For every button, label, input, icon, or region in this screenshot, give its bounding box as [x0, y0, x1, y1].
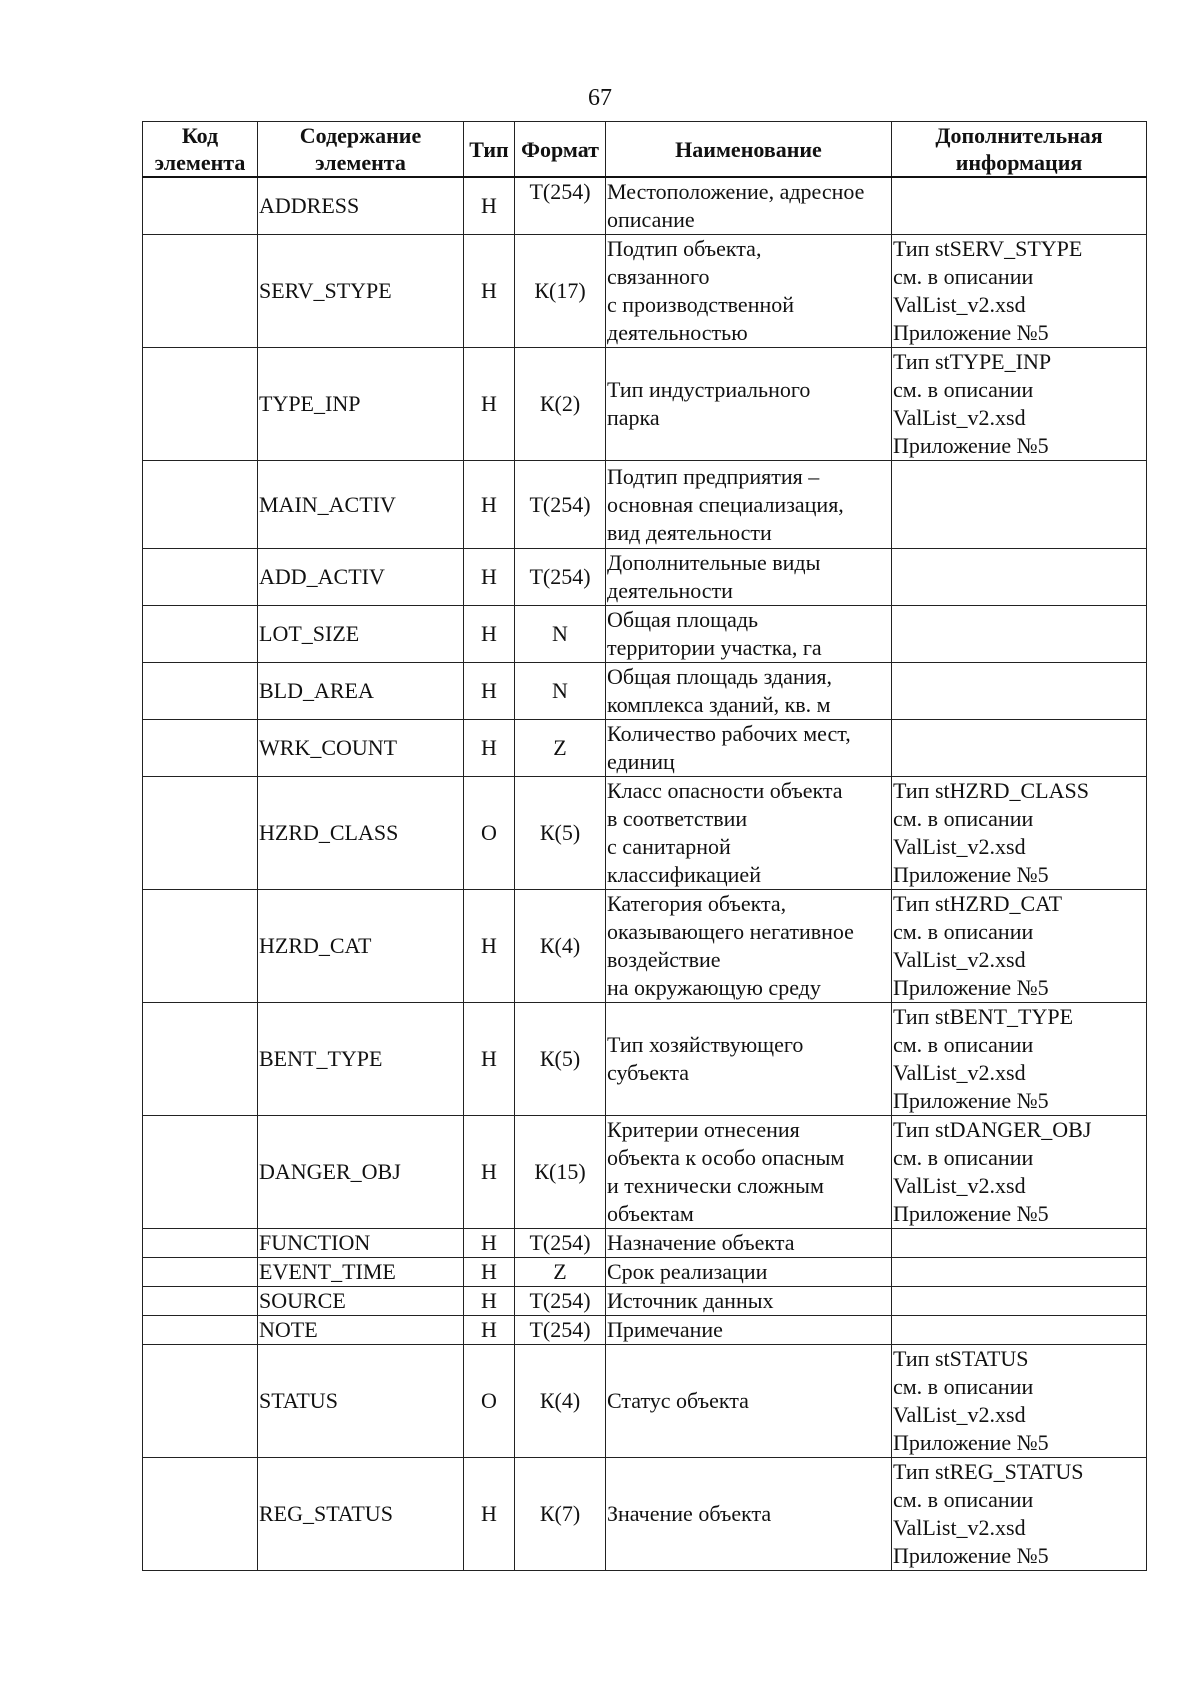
element-name-cell [606, 348, 892, 461]
element-content-cell: WRK_COUNT [258, 720, 464, 777]
element-format-cell: N [515, 663, 606, 720]
element-extra-cell-line: см. в описании [893, 1145, 1034, 1170]
element-code-cell [143, 1345, 258, 1458]
element-name-cell [606, 1258, 892, 1287]
table-row [143, 1003, 1147, 1116]
element-format-cell: Т(254) [515, 549, 606, 606]
element-name-cell-line: деятельностью [607, 320, 748, 345]
element-name-cell-line: Местоположение, адресное [607, 179, 865, 204]
element-name-cell [606, 606, 892, 663]
element-code-cell [143, 1287, 258, 1316]
element-type-cell: Н [464, 177, 515, 235]
element-name-cell [606, 177, 892, 235]
element-extra-cell [892, 461, 1147, 549]
element-content-cell: BENT_TYPE [258, 1003, 464, 1116]
element-extra-cell [892, 1003, 1147, 1116]
element-name-cell-line: парка [607, 405, 660, 430]
table-row [143, 777, 1147, 890]
element-name-cell-line: Критерии отнесения [607, 1117, 800, 1142]
element-name-cell [606, 777, 892, 890]
element-code-cell [143, 1316, 258, 1345]
element-name-cell-line: связанного [607, 264, 710, 289]
element-extra-cell [892, 1258, 1147, 1287]
element-content-cell: DANGER_OBJ [258, 1116, 464, 1229]
table-row [143, 663, 1147, 720]
element-name-cell-line: комплекса зданий, кв. м [607, 692, 831, 717]
element-extra-cell [892, 1287, 1147, 1316]
element-extra-cell-line: ValList_v2.xsd [893, 1173, 1026, 1198]
element-name-cell-line: территории участка, га [607, 635, 822, 660]
element-name-cell-line: Общая площадь здания, [607, 664, 833, 689]
element-format-cell: Т(254) [515, 1229, 606, 1258]
element-name-cell-line: классификацией [607, 862, 761, 887]
table-header-row [143, 122, 1147, 178]
table-row [143, 720, 1147, 777]
element-name-cell-line: Подтип предприятия – [607, 463, 820, 489]
element-type-cell: Н [464, 1116, 515, 1229]
element-extra-cell [892, 1116, 1147, 1229]
element-code-cell [143, 461, 258, 549]
element-spec-table [142, 121, 1147, 1571]
table-row [143, 1258, 1147, 1287]
element-extra-cell [892, 177, 1147, 235]
table-row [143, 235, 1147, 348]
element-name-cell [606, 235, 892, 348]
element-name-cell-line: воздействие [607, 947, 721, 972]
table-row [143, 1345, 1147, 1458]
element-name-cell [606, 549, 892, 606]
table-row [143, 1229, 1147, 1258]
element-name-cell-line: Класс опасности объекта [607, 778, 843, 803]
element-extra-cell-line: см. в описании [893, 264, 1034, 289]
element-format-cell: Т(254) [515, 177, 606, 235]
element-extra-cell-line: Тип stSERV_STYPE [893, 236, 1083, 261]
element-extra-cell [892, 777, 1147, 890]
element-extra-cell-line: ValList_v2.xsd [893, 947, 1026, 972]
element-name-cell-line: Срок реализации [607, 1259, 768, 1284]
element-name-cell-line: Тип хозяйствующего [607, 1032, 804, 1057]
element-extra-cell [892, 348, 1147, 461]
element-extra-cell-line: см. в описании [893, 806, 1034, 831]
element-name-cell-line: Подтип объекта, [607, 236, 762, 261]
element-format-cell: К(15) [515, 1116, 606, 1229]
element-extra-cell-line: Приложение №5 [893, 862, 1049, 887]
page-number: 67 [588, 85, 612, 111]
element-format-cell: Т(254) [515, 461, 606, 549]
element-extra-cell-line: Тип stDANGER_OBJ [893, 1117, 1092, 1142]
element-content-cell: EVENT_TIME [258, 1258, 464, 1287]
element-extra-cell-line: ValList_v2.xsd [893, 1402, 1026, 1427]
element-code-cell [143, 606, 258, 663]
table-row [143, 549, 1147, 606]
element-extra-cell-line: ValList_v2.xsd [893, 405, 1026, 430]
element-extra-cell [892, 549, 1147, 606]
table-row [143, 348, 1147, 461]
element-extra-cell-line: Тип stBENT_TYPE [893, 1004, 1074, 1029]
element-content-cell: SERV_STYPE [258, 235, 464, 348]
element-content-cell: ADDRESS [258, 177, 464, 235]
element-content-cell: REG_STATUS [258, 1458, 464, 1571]
table-row [143, 1458, 1147, 1571]
element-name-cell [606, 461, 892, 549]
element-type-cell: Н [464, 720, 515, 777]
element-name-cell-line: Дополнительные виды [607, 550, 821, 575]
element-format-cell: К(4) [515, 890, 606, 1003]
element-code-cell [143, 1229, 258, 1258]
element-name-cell-line: Статус объекта [607, 1388, 749, 1413]
element-extra-cell-line: Приложение №5 [893, 1201, 1049, 1226]
element-format-cell: К(7) [515, 1458, 606, 1571]
element-extra-cell-line: Тип stHZRD_CLASS [893, 778, 1089, 803]
element-extra-cell [892, 606, 1147, 663]
element-format-cell: Z [515, 1258, 606, 1287]
header-content: Содержание элемента [258, 122, 464, 178]
header-name: Наименование [606, 122, 892, 178]
element-extra-cell [892, 663, 1147, 720]
element-name-cell [606, 1287, 892, 1316]
element-name-cell-line: оказывающего негативное [607, 919, 854, 944]
element-extra-cell [892, 1345, 1147, 1458]
element-name-cell-line: и технически сложным [607, 1173, 824, 1198]
element-code-cell [143, 177, 258, 235]
element-type-cell: Н [464, 1287, 515, 1316]
element-content-cell: NOTE [258, 1316, 464, 1345]
element-extra-cell [892, 1458, 1147, 1571]
element-name-cell [606, 890, 892, 1003]
element-content-cell: SOURCE [258, 1287, 464, 1316]
element-name-cell [606, 1116, 892, 1229]
element-extra-cell-line: см. в описании [893, 919, 1034, 944]
element-extra-cell-line: Приложение №5 [893, 433, 1049, 458]
element-extra-cell-line: Тип stHZRD_CAT [893, 891, 1063, 916]
table-row [143, 1287, 1147, 1316]
element-name-cell-line: единиц [607, 749, 675, 774]
element-code-cell [143, 777, 258, 890]
element-extra-cell [892, 890, 1147, 1003]
element-code-cell [143, 1116, 258, 1229]
element-name-cell [606, 663, 892, 720]
table-row [143, 606, 1147, 663]
table-row [143, 1316, 1147, 1345]
element-name-cell [606, 1003, 892, 1116]
element-extra-cell [892, 1316, 1147, 1345]
element-type-cell: Н [464, 1229, 515, 1258]
element-name-cell-line: Значение объекта [607, 1501, 772, 1526]
element-extra-cell-line: ValList_v2.xsd [893, 834, 1026, 859]
element-extra-cell-line: см. в описании [893, 377, 1034, 402]
table-row [143, 177, 1147, 235]
element-content-cell: HZRD_CAT [258, 890, 464, 1003]
element-extra-cell-line: Тип stSTATUS [893, 1346, 1029, 1371]
element-extra-cell-line: см. в описании [893, 1374, 1034, 1399]
element-type-cell: О [464, 777, 515, 890]
element-extra-cell-line: Приложение №5 [893, 1543, 1049, 1568]
element-format-cell: Z [515, 720, 606, 777]
element-type-cell: Н [464, 235, 515, 348]
element-code-cell [143, 348, 258, 461]
element-code-cell [143, 663, 258, 720]
element-extra-cell-line: см. в описании [893, 1487, 1034, 1512]
table-row [143, 461, 1147, 549]
table-row [143, 890, 1147, 1003]
element-name-cell-line: объекта к особо опасным [607, 1145, 845, 1170]
element-name-cell-line: Категория объекта, [607, 891, 787, 916]
element-name-cell-line: Тип индустриального [607, 377, 811, 402]
element-name-cell-line: Общая площадь [607, 607, 759, 632]
element-name-cell-line: на окружающую среду [607, 975, 821, 1000]
element-extra-cell-line: ValList_v2.xsd [893, 292, 1026, 317]
element-content-cell: HZRD_CLASS [258, 777, 464, 890]
element-code-cell [143, 1258, 258, 1287]
element-content-cell: STATUS [258, 1345, 464, 1458]
element-format-cell: Т(254) [515, 1287, 606, 1316]
element-format-cell: N [515, 606, 606, 663]
element-type-cell: Н [464, 1458, 515, 1571]
element-extra-cell-line: Приложение №5 [893, 1088, 1049, 1113]
element-format-cell: К(2) [515, 348, 606, 461]
element-type-cell: Н [464, 1258, 515, 1287]
element-code-cell [143, 1003, 258, 1116]
element-type-cell: Н [464, 890, 515, 1003]
header-code: Код элемента [143, 122, 258, 178]
element-code-cell [143, 549, 258, 606]
element-extra-cell [892, 720, 1147, 777]
element-name-cell [606, 720, 892, 777]
element-extra-cell-line: Тип stREG_STATUS [893, 1459, 1084, 1484]
element-type-cell: Н [464, 461, 515, 549]
element-name-cell-line: с производственной [607, 292, 795, 317]
element-code-cell [143, 235, 258, 348]
element-extra-cell-line: Приложение №5 [893, 320, 1049, 345]
element-name-cell-line: с санитарной [607, 834, 731, 859]
element-code-cell [143, 720, 258, 777]
element-type-cell: Н [464, 348, 515, 461]
element-extra-cell-line: Приложение №5 [893, 975, 1049, 1000]
element-extra-cell [892, 235, 1147, 348]
element-name-cell-line: Количество рабочих мест, [607, 721, 851, 746]
element-name-cell-line: деятельности [607, 578, 733, 603]
element-name-cell-line: Назначение объекта [607, 1230, 795, 1255]
element-type-cell: Н [464, 1003, 515, 1116]
element-type-cell: Н [464, 606, 515, 663]
element-type-cell: Н [464, 663, 515, 720]
header-format: Формат [515, 122, 606, 178]
element-format-cell: К(5) [515, 777, 606, 890]
element-format-cell: К(5) [515, 1003, 606, 1116]
element-name-cell-line: Примечание [607, 1317, 723, 1342]
element-extra-cell-line: ValList_v2.xsd [893, 1060, 1026, 1085]
table-row [143, 1116, 1147, 1229]
element-name-cell-line: в соответствии [607, 806, 748, 831]
element-format-cell: К(17) [515, 235, 606, 348]
element-extra-cell [892, 1229, 1147, 1258]
element-content-cell: FUNCTION [258, 1229, 464, 1258]
header-type: Тип [464, 122, 515, 178]
element-name-cell-line: вид деятельности [607, 519, 772, 545]
element-name-cell [606, 1458, 892, 1571]
element-extra-cell-line: ValList_v2.xsd [893, 1515, 1026, 1540]
element-name-cell-line: объектам [607, 1201, 694, 1226]
element-content-cell: MAIN_ACTIV [258, 461, 464, 549]
element-content-cell: ADD_ACTIV [258, 549, 464, 606]
element-content-cell: LOT_SIZE [258, 606, 464, 663]
element-extra-cell-line: Приложение №5 [893, 1430, 1049, 1455]
element-name-cell-line: Источник данных [607, 1288, 774, 1313]
element-extra-cell-line: Тип stTYPE_INP [893, 349, 1052, 374]
header-extra: Дополнительная информация [892, 122, 1147, 178]
element-format-cell: К(4) [515, 1345, 606, 1458]
element-extra-cell-line: см. в описании [893, 1032, 1034, 1057]
element-name-cell [606, 1345, 892, 1458]
element-code-cell [143, 890, 258, 1003]
element-content-cell: TYPE_INP [258, 348, 464, 461]
element-name-cell-line: описание [607, 207, 695, 232]
element-name-cell-line: основная специализация, [607, 491, 844, 517]
element-type-cell: О [464, 1345, 515, 1458]
element-type-cell: Н [464, 549, 515, 606]
element-name-cell-line: субъекта [607, 1060, 690, 1085]
element-name-cell [606, 1316, 892, 1345]
element-format-cell: Т(254) [515, 1316, 606, 1345]
element-content-cell: BLD_AREA [258, 663, 464, 720]
element-name-cell [606, 1229, 892, 1258]
element-type-cell: Н [464, 1316, 515, 1345]
element-code-cell [143, 1458, 258, 1571]
